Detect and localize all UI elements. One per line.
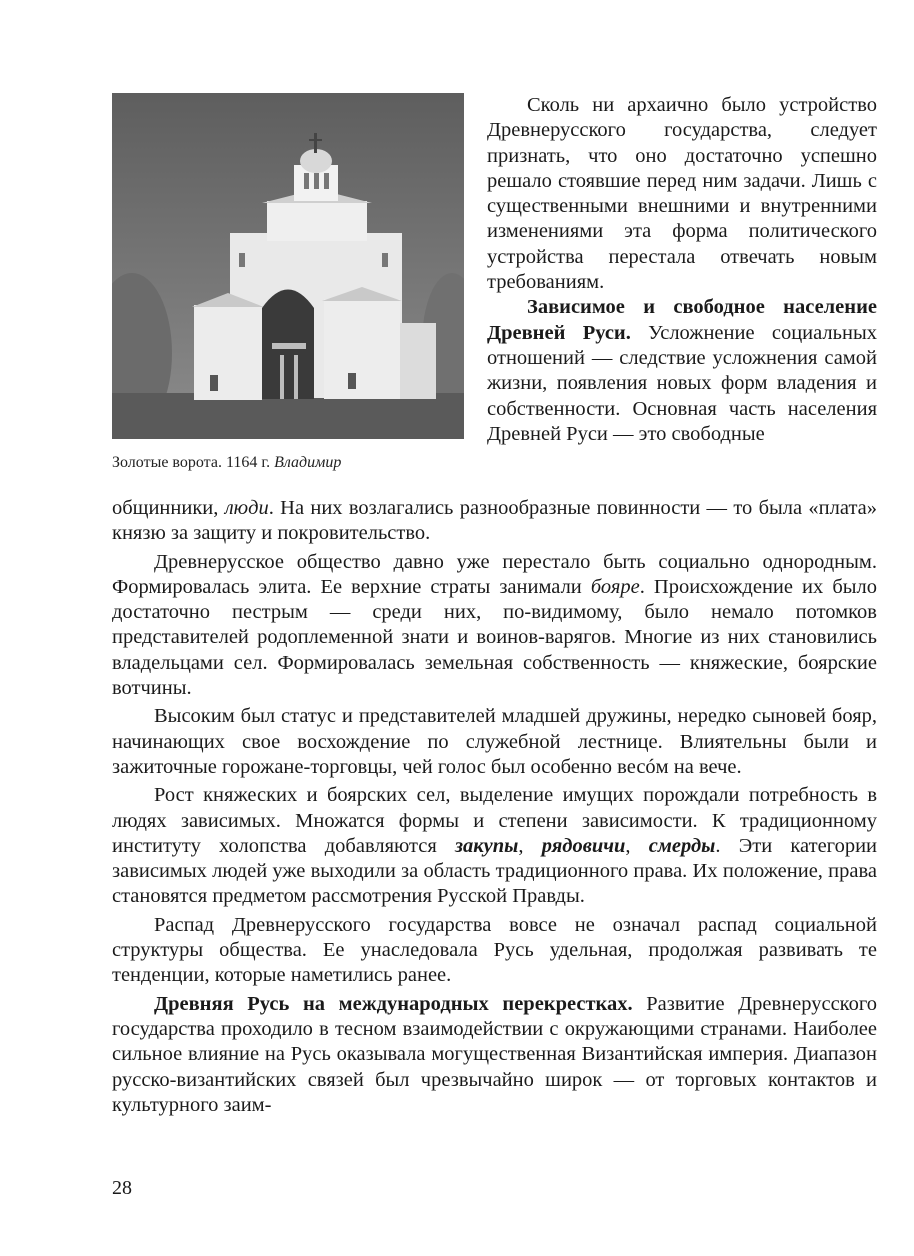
section-heading: Древняя Русь на международных перекрестках. [154,992,633,1015]
paragraph [112,992,877,1118]
paragraph [112,550,877,702]
text-run: . На них возлагались разнообразные повинности — то была «плата» князю за защиту и покровительство. [112,497,878,545]
italic-term: закупы [455,834,519,857]
paragraph [112,783,877,909]
page-number: 28 [112,1177,132,1199]
paragraph [487,295,877,447]
figure [112,93,464,473]
main-text [112,496,877,1121]
caption-place: Владимир [274,454,342,471]
caption-text: Золотые ворота. 1164 г. [112,454,275,471]
text-run: Древнерусское общество давно уже перестало быть социально однородным. Формировалась элита. Ее верхние страты занимали [112,550,877,598]
text-run: , [625,834,649,857]
text-run: . Эти категории зависимых людей уже выходили за область традиционного права. Их положение, права становятся предметом рассмотрения Русской Правды. [112,834,878,908]
figure-caption [112,453,464,473]
paragraph-text: Усложнение социальных отношений — следствие усложнения самой жизни, появления новых форм владения и собственности. Основная часть населения Древней Руси — это свободные [487,321,877,445]
side-text-column [487,93,877,447]
italic-term: рядовичи [541,834,626,857]
paragraph: Распад Древнерусского государства вовсе не означал распад социальной структуры общества. Ее унаследовала Русь удельная, продолжая развивать те тенденции, которые наметились ранее. [112,913,877,987]
text-run: . Происхождение их было достаточно пестрым — среди них, по-видимому, было немало потомков представителей родоплеменной знати и воинов-варягов. Многие из них становились владельцами сел. Формировалась земельная собственность — княжеские, боярские вотчины. [112,575,878,700]
italic-term: люди [224,497,269,519]
paragraph [112,496,877,547]
paragraph: Высоким был статус и представителей младшей дружины, нередко сыновей бояр, начинающих свое восхождение по служебной лестнице. Влиятельны были и зажиточные горожане-торговцы, чей голос был особенно весóм на вече. [112,705,877,778]
text-run: общинники, [112,497,225,519]
italic-term: смерды [648,834,716,857]
text-run: Рост княжеских и боярских сел, выделение имущих порождали потребность в людях зависимых. Множатся формы и степени зависимости. К традиционному институту холопства добавляются [112,784,877,857]
paragraph: Сколь ни архаично было устройство Древнерусского государства, следует признать, что оно достаточно успешно решало стоявшие перед ним задачи. Лишь с существенными внешними и внутренними изменениями эта форма политического устройства перестала отвечать новым требованиям. [487,94,877,294]
italic-term: бояре [590,575,640,598]
section-heading: Зависимое и свободное население Древней Руси. [487,296,877,344]
paragraph-text: Развитие Древнерусского государства проходило в тесном взаимодействии с окружающими странами. Наиболее сильное влияние на Русь оказывала могущественная Византийская империя. Диапазон русско-византийских связей был чрезвычайно широк — от торговых контактов и культурного заим- [112,992,877,1116]
text-run: , [518,834,542,857]
golden-gate-photo [112,93,464,439]
